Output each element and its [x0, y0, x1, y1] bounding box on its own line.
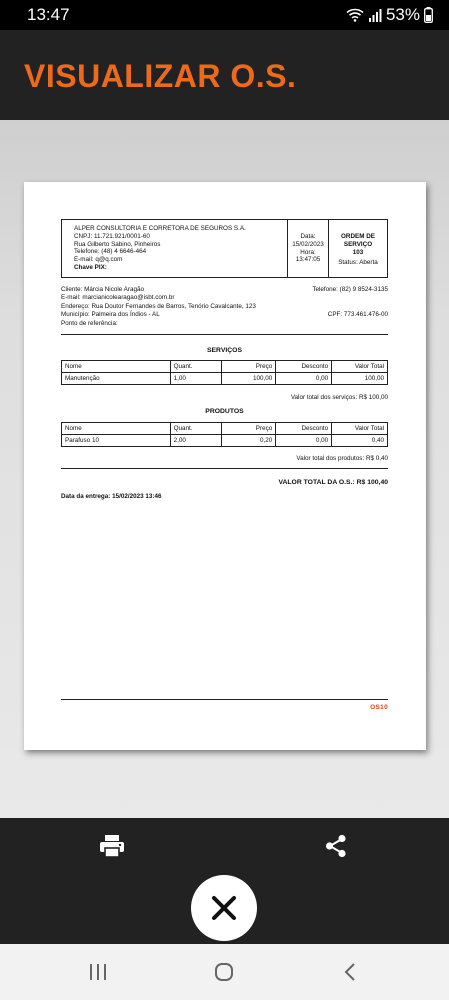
table-cell: 2,00 — [170, 435, 222, 447]
table-header: Quant. — [170, 423, 222, 435]
battery-percent: 53% — [385, 5, 420, 24]
page-title: VISUALIZAR O.S. — [24, 58, 297, 94]
products-title: PRODUTOS — [205, 408, 244, 415]
print-button[interactable] — [92, 826, 132, 866]
table-header-row — [62, 361, 388, 373]
divider — [61, 468, 388, 469]
table-header: Preço — [222, 423, 276, 435]
products-table — [61, 422, 388, 447]
client-cpf: CPF: 773.461.476-00 — [327, 311, 388, 319]
table-row — [62, 373, 388, 385]
company-cnpj: CNPJ: 11.721.921/0001-60 — [74, 232, 150, 240]
company-phone: Telefone: (48) 4 6646-464 — [74, 248, 147, 256]
home-button[interactable] — [204, 958, 244, 986]
company-pix: Chave PIX: — [74, 263, 107, 271]
client-name: Cliente: Márcia Nicole Aragão — [61, 286, 144, 293]
client-phone: Telefone: (82) 9 8524-3135 — [312, 286, 388, 293]
order-id-box — [329, 220, 387, 277]
status-bar — [0, 0, 449, 30]
date-label: Data: — [300, 233, 316, 240]
services-title: SERVIÇOS — [206, 347, 242, 354]
service-order-page — [24, 182, 426, 750]
recents-icon — [88, 963, 108, 981]
time-value: 13:47:05 — [295, 256, 321, 264]
table-header-row — [62, 423, 388, 435]
wifi-icon — [346, 8, 364, 22]
table-row — [62, 435, 388, 447]
printer-icon — [99, 834, 125, 858]
order-title-1: ORDEM DE — [341, 233, 375, 240]
table-cell: 100,00 — [222, 373, 276, 385]
table-header: Nome — [62, 423, 171, 435]
close-button[interactable] — [191, 875, 257, 941]
table-cell: 0,20 — [222, 435, 276, 447]
order-datetime — [288, 220, 329, 277]
products-total: Valor total dos produtos: R$ 0,40 — [296, 455, 388, 462]
system-nav-bar — [0, 944, 449, 1000]
client-reference: Ponto de referência: — [61, 319, 118, 327]
home-icon — [214, 962, 234, 982]
table-cell: Parafuso 10 — [62, 435, 171, 447]
grand-total: VALOR TOTAL DA O.S.: R$ 100,40 — [278, 479, 388, 486]
table-cell: 0,40 — [332, 435, 388, 447]
share-button[interactable] — [316, 826, 356, 866]
table-cell: Manutenção — [62, 373, 171, 385]
client-address: Endereço: Rua Doutor Fernandes de Barros, Tenório Cavalcante, 123 — [61, 302, 256, 310]
table-header: Preço — [222, 361, 276, 373]
company-header — [61, 219, 388, 278]
services-table — [61, 360, 388, 385]
time-label: Hora: — [300, 248, 316, 256]
close-icon — [211, 895, 237, 921]
client-info — [61, 286, 388, 328]
company-info — [62, 220, 288, 277]
table-cell: 1,00 — [170, 373, 222, 385]
table-header: Valor Total — [332, 423, 388, 435]
order-number: 103 — [352, 248, 364, 256]
company-email: E-mail: q@q.com — [74, 256, 123, 264]
table-header: Quant. — [170, 361, 222, 373]
client-email: E-mail: marcianicolearagao@isbt.com.br — [61, 294, 175, 302]
table-cell: 100,00 — [332, 373, 388, 385]
table-cell: 0,00 — [276, 435, 332, 447]
signal-icon — [368, 8, 382, 22]
back-button[interactable] — [330, 958, 370, 986]
back-icon — [343, 962, 357, 982]
order-status: Status: Aberta — [338, 259, 378, 267]
recents-button[interactable] — [78, 958, 118, 986]
table-cell: 0,00 — [276, 373, 332, 385]
table-header: Nome — [62, 361, 171, 373]
app-header — [0, 30, 449, 120]
services-total: Valor total dos serviços: R$ 100,00 — [290, 394, 388, 401]
battery-icon — [424, 7, 433, 23]
footer-logo: OS10 — [370, 704, 388, 711]
status-time: 13:47 — [27, 5, 70, 24]
table-header: Desconto — [276, 361, 332, 373]
date-value: 15/02/2023 — [292, 240, 324, 248]
company-address: Rua Gilberto Sabino, Pinheiros — [74, 240, 161, 248]
client-city: Município: Palmeira dos Índios - AL — [61, 311, 160, 319]
divider — [61, 334, 388, 335]
order-title-2: SERVIÇO — [343, 240, 373, 248]
table-header: Valor Total — [332, 361, 388, 373]
footer-divider — [61, 699, 388, 700]
share-icon — [325, 834, 347, 858]
document-viewer[interactable] — [0, 120, 449, 818]
delivery-date: Data da entrega: 15/02/2023 13:46 — [61, 493, 162, 500]
company-name: ALPER CONSULTORIA E CORRETORA DE SEGUROS S.A. — [74, 225, 246, 232]
table-header: Desconto — [276, 423, 332, 435]
